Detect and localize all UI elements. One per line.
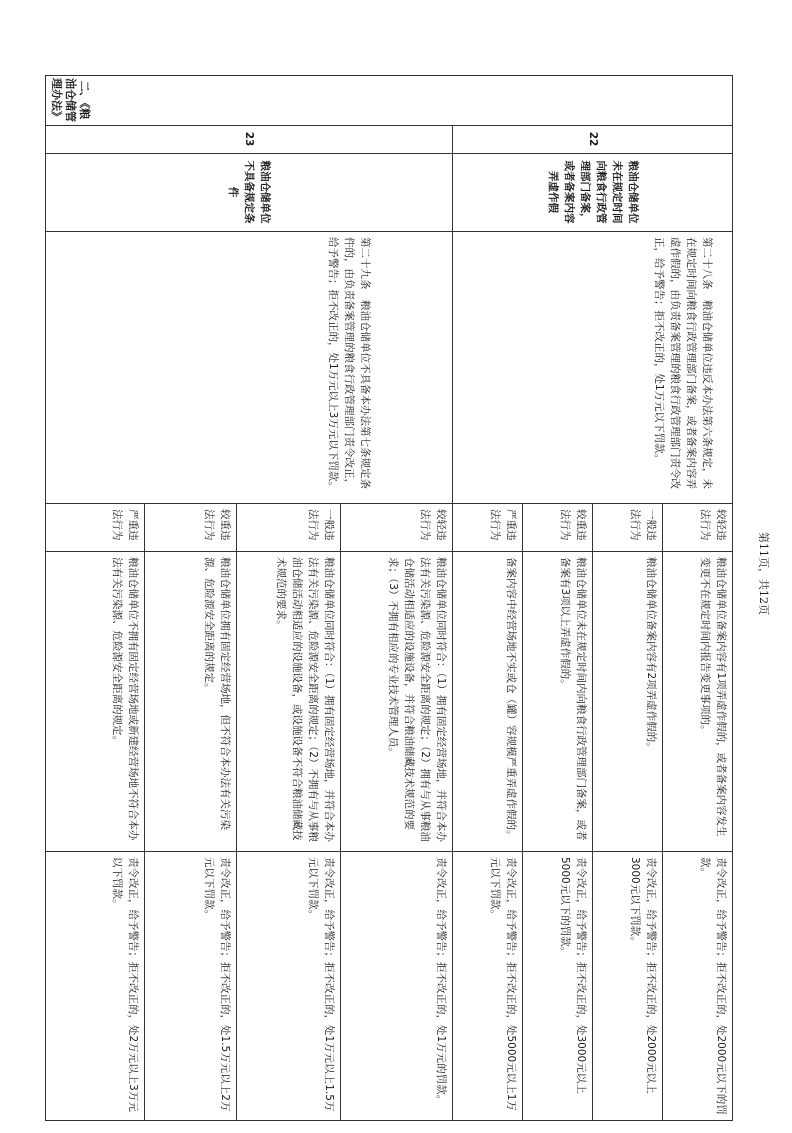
row-23-penalty-3: 责令改正，给予警告；拒不改正的，处1.5万元以上2万元以下罚款。 [203,857,231,1112]
row-23-circumstance-4: 粮油仓储单位不拥有固定经营场地或新建经营场地不符合本办法有关污染源、危险源安全距离的规定。 [111,557,139,841]
section-label: 二、《粮油仓储管理办法》 [50,78,91,122]
row-22-level-2: 一般违法行为 [629,509,657,541]
grid-line [236,503,237,1121]
row-23-item: 粮油仓储单位不具备规定条件 [227,160,271,224]
row-22-penalty-2: 责令改正，给予警告；拒不改正的，处2000元以上3000元以下罚款。 [629,857,657,1094]
row-22-penalty-3: 责令改正，给予警告；拒不改正的，处3000元以上5000元以下的罚款。 [559,857,587,1094]
grid-line [662,503,663,1121]
row-22-circumstance-3: 粮油仓储单位未在规定时间内向粮食行政管理部门备案，或者备案有3项以上弄虚作假的。 [559,557,587,841]
row-22-circumstance-4: 备案内容中经营场地不实或仓（罐）容规模严重弄虚作假的。 [505,557,517,841]
row-23-circumstance-3: 粮油仓储单位拥有固定经营场地，但不符合本办法有关污染源、危险源安全距离的规定。 [203,557,231,830]
grid-line [45,231,733,232]
penalty-table [45,75,733,1121]
row-23-level-4: 严重违法行为 [111,509,139,541]
row-22-level-1: 较轻违法行为 [699,509,727,541]
grid-line [522,503,523,1121]
grid-line [144,503,145,1121]
grid-line [592,503,593,1121]
row-23-penalty-2: 责令改正，给予警告；拒不改正的，处1万元以上1.5万元以下罚款。 [307,857,335,1112]
row-22-circumstance-2: 粮油仓储单位备案内容有2项弄虚作假的。 [645,557,657,753]
row-23-level-3: 较重违法行为 [203,509,231,541]
row-23-circumstance-2: 粮油仓储单位同时符合：（1）拥有固定经营场地，并符合本办法有关污染源、危险源安全距离的规定；（2）不拥有与从事粮油仓储活动相适应的设施设备，或设施设备不符合粮油储藏技术规范的要求。 [275,557,335,842]
grid-line [45,125,733,126]
grid-line [340,503,341,1121]
grid-line [45,153,733,154]
row-22-number: 22 [587,131,599,147]
grid-line [45,551,733,552]
page-footer: 第11页，共12页 [757,532,770,615]
row-22-level-3: 较重违法行为 [559,509,587,541]
grid-line [452,125,453,1121]
row-23-circumstance-1: 粮油仓储单位同时符合：（1）拥有固定经营场地，并符合本办法有关污染源、危险源安全距离的规定；（2）拥有与从事粮油仓储活动相适应的设施设备，并符合粮油储藏技术规范的要求；（3）不拥有相应的专业技术管理人员。 [387,557,447,842]
row-23-legal-basis: 第二十九条 粮油仓储单位不具备本办法第七条规定条件的，由负责备案管理的粮食行政管理部门责令改正，给予警告；拒不改正的，处1万元以上3万元以下罚款。 [327,237,371,492]
grid-line [45,503,733,504]
row-23-penalty-4: 责令改正，给予警告；拒不改正的，处2万元以上3万元以下罚款。 [111,857,139,1112]
row-22-circumstance-1: 粮油仓储单位备案内容有1项弄虚作假的，或者备案内容发生变更不在规定时间内报告变更事项的。 [699,557,727,837]
row-23-number: 23 [243,131,255,147]
row-22-level-4: 严重违法行为 [489,509,517,541]
row-23-level-2: 一般违法行为 [307,509,335,541]
row-22-penalty-1: 责令改正，给予警告；拒不改正的，处2000元以下的罚款。 [699,857,727,1115]
row-23-level-1: 较轻违法行为 [419,509,447,541]
row-22-legal-basis: 第二十八条 粮油仓储单位违反本办法第六条规定，未在规定时间向粮食行政管理部门备案，或者备案内容弄虚作假的，由负责备案管理的粮食行政管理部门责令改正，给予警告；拒不改正的，处1万元以下罚款。 [653,237,713,489]
row-23-penalty-1: 责令改正，给予警告；拒不改正的，处1万元的罚款。 [435,857,447,1106]
grid-line [45,851,733,852]
row-22-penalty-4: 责令改正，给予警告；拒不改正的，处5000元以上1万元以下罚款。 [489,857,517,1111]
row-22-item: 粮油仓储单位未在规定时间向粮食行政管理部门备案，或者备案内容弄虚作假 [547,160,639,224]
